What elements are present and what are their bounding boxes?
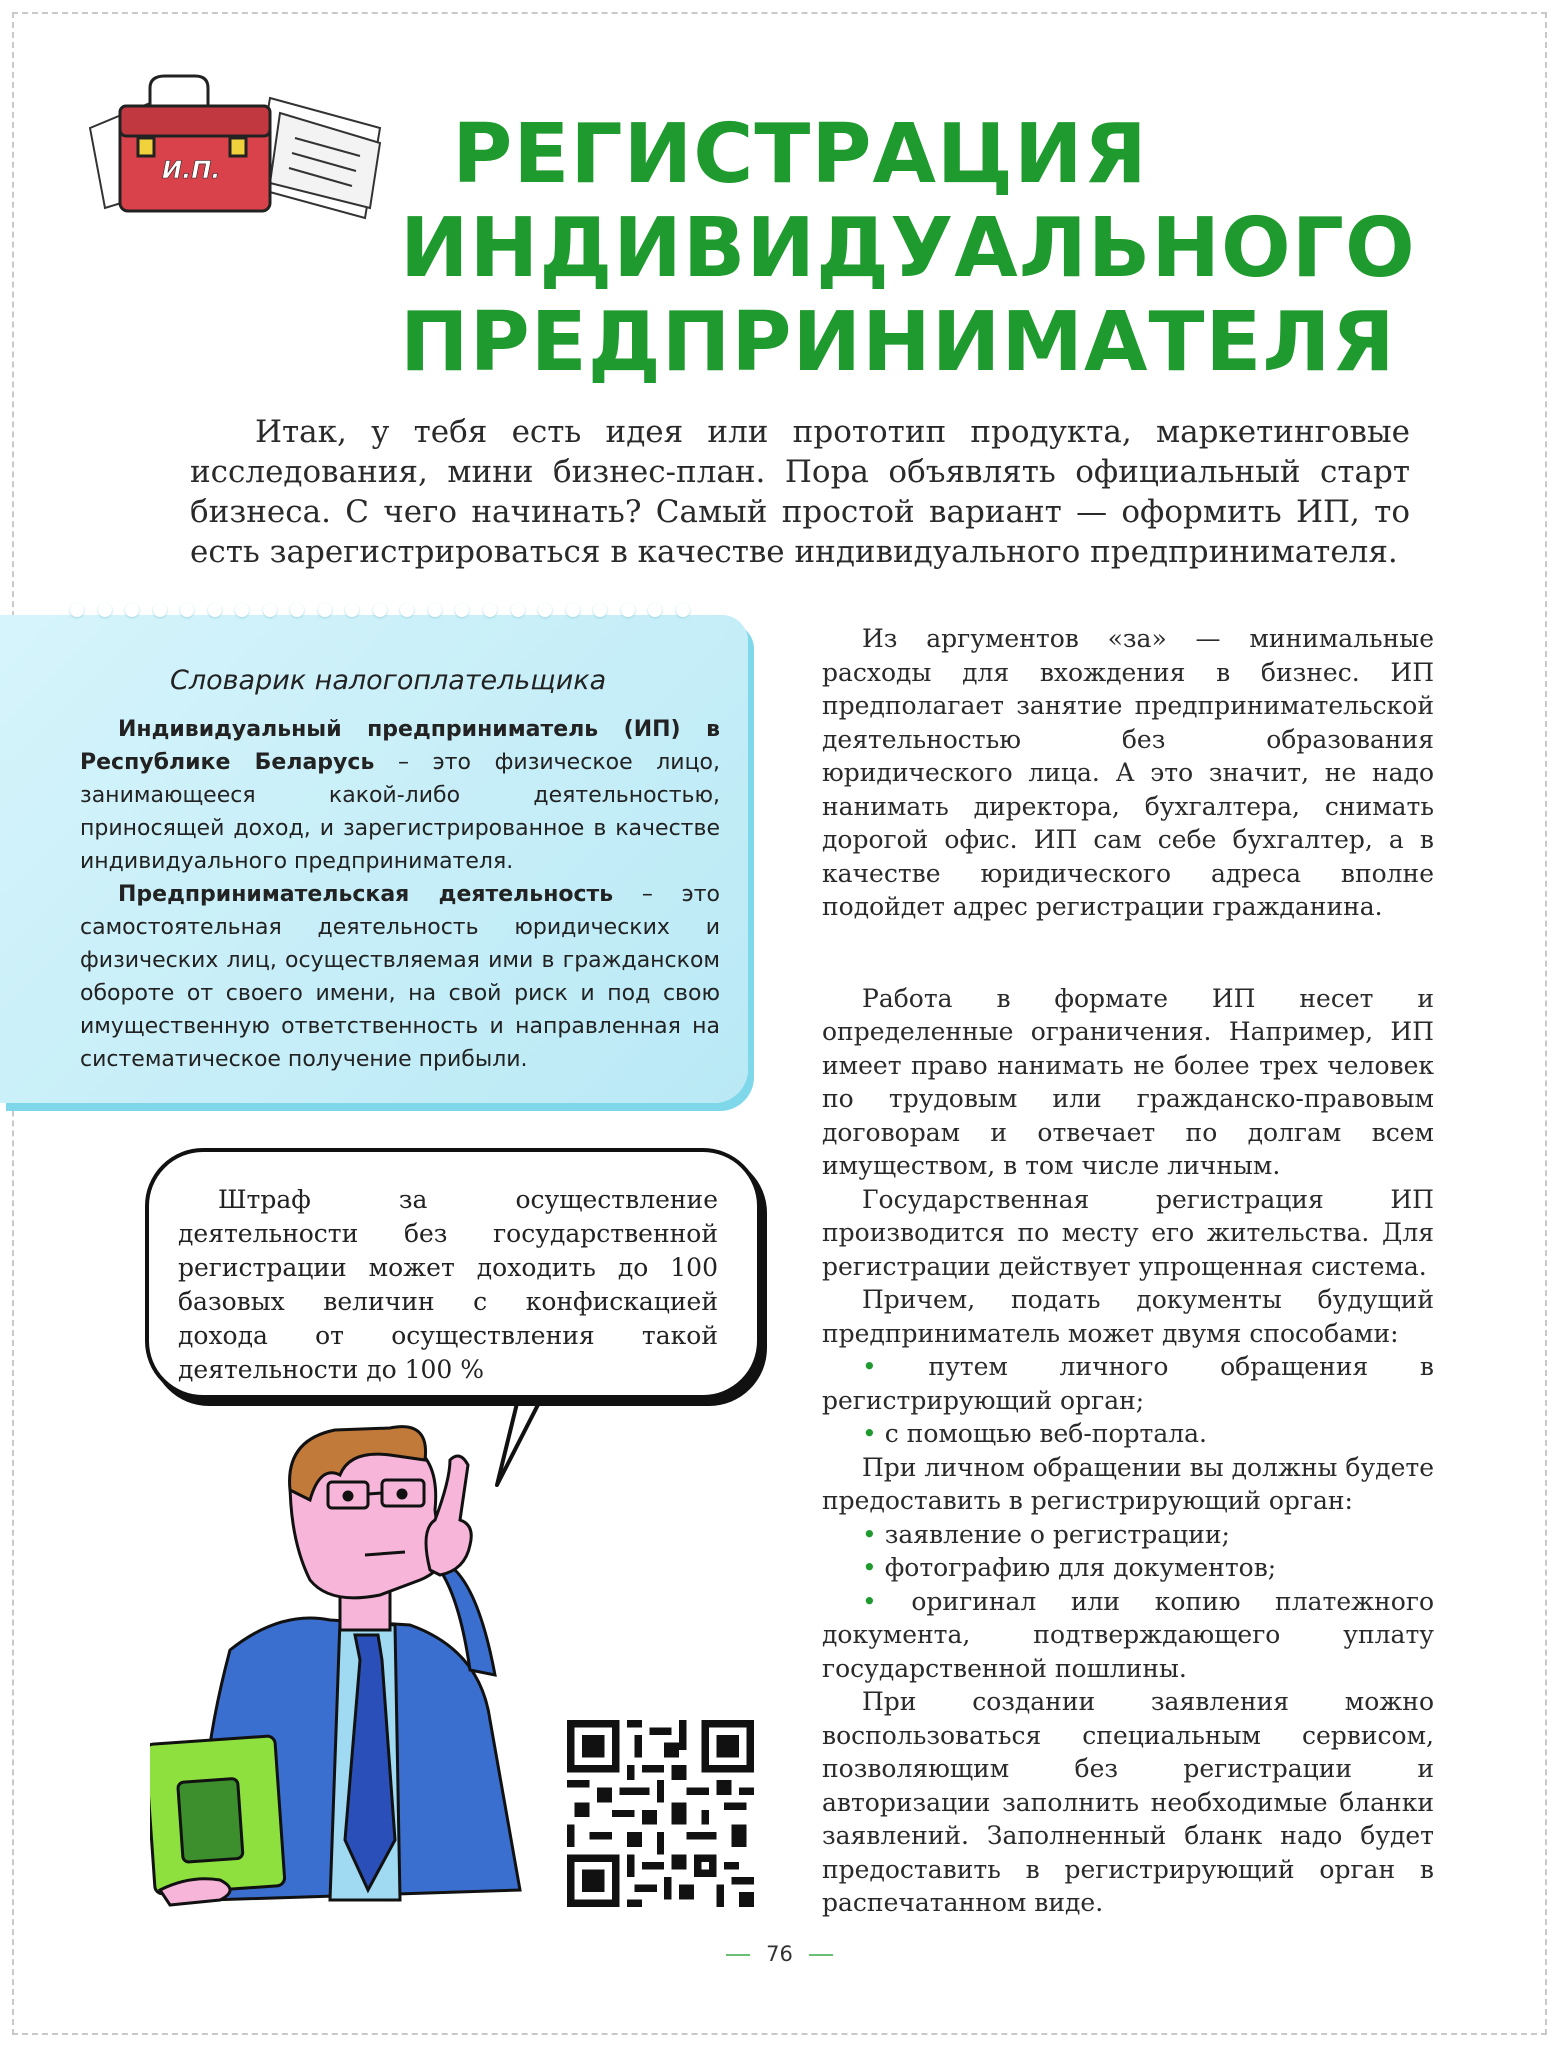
- briefcase-label: И.П.: [162, 156, 221, 184]
- paragraph-online-service: При создании заявления можно воспользоваться специальным сервисом, позволяющим без регистрации и авторизации заполнить необходимые бланки заявлений. Заполненный бланк надо будет предоставить в регистрирующий орган в распечатанном виде.: [822, 1687, 1434, 1917]
- paragraph-limitations: Работа в формате ИП несет и определенные ограничения. Например, ИП имеет право нанимать не более трех человек по трудовым или гражданско-правовым договорам и отвечает по долгам всем имуществом, в том числе личным.: [822, 983, 1434, 1180]
- list-item: • с помощью веб-портала.: [862, 1419, 1207, 1448]
- briefcase-illustration: [80, 68, 400, 238]
- list-item: • заявление о регистрации;: [862, 1519, 1230, 1549]
- right-column: [822, 622, 1434, 1920]
- glossary-body: [80, 713, 720, 1076]
- qr-code: [567, 1720, 754, 1907]
- intro-text: Итак, у тебя есть идея или прототип продукта, маркетинговые исследования, мини бизнес-план. Пора объявлять официальный старт бизнеса. С чего начинать? Самый простой вариант — оформить ИП, то есть зарегистрироваться в качестве индивидуального предпринимателя.: [190, 414, 1410, 570]
- title-line-3: ПРЕДПРИНИМАТЕЛЯ: [400, 295, 1396, 390]
- list-item: • оригинал или копию платежного документа, подтверждающего уплату государственной пошлины.: [822, 1586, 1434, 1683]
- list-item: • путем личного обращения в регистрирующий орган;: [822, 1352, 1434, 1415]
- paragraph-submission-ways: Причем, подать документы будущий предприниматель может двумя способами:: [822, 1285, 1434, 1348]
- intro-paragraph: [190, 412, 1410, 572]
- paragraph-personal-visit: При личном обращении вы должны будете предоставить в регистрирующий орган:: [822, 1452, 1434, 1515]
- glossary-term: Предпринимательская деятельность: [118, 882, 614, 907]
- title-line-2: ИНДИВИДУАЛЬНОГО: [400, 201, 1416, 296]
- glossary-entry: [80, 713, 720, 878]
- glossary-dots: [70, 603, 690, 627]
- page-title: [400, 107, 1416, 390]
- glossary-term: Индивидуальный предприниматель (ИП) в Республике Беларусь: [80, 717, 720, 775]
- paragraph-pros: Из аргументов «за» — минимальные расходы для вхождения в бизнес. ИП предполагает занятие предпринимательской деятельностью без образования юридического лица. А это значит, не надо нанимать директора, бухгалтера, снимать дорогой офис. ИП сам себе бухгалтер, а в качестве юридического адреса вполне подойдет адрес регистрации гражданина.: [822, 624, 1434, 921]
- glossary-entry: [80, 878, 720, 1076]
- glossary-title: Словарик налогоплательщика: [170, 665, 607, 696]
- glossary-definition: – это физическое лицо, занимающееся какой-либо деятельностью, приносящей доход, и зарегистрированное в качестве индивидуального предпринимателя.: [80, 750, 721, 874]
- page-number: [0, 1942, 1559, 1966]
- title-line-1: РЕГИСТРАЦИЯ: [452, 107, 1148, 202]
- list-item: • фотографию для документов;: [862, 1553, 1277, 1582]
- glossary-box: [0, 615, 748, 1103]
- page-number-text: 76: [766, 1942, 793, 1966]
- pointing-man-illustration: [150, 1420, 550, 1920]
- speech-bubble-text: [178, 1183, 718, 1387]
- fine-note: Штраф за осуществление деятельности без государственной регистрации может доходить до 100 базовых величин с конфискацией дохода от осуществления такой деятельности до 100 %: [178, 1185, 718, 1384]
- glossary-definition: – это самостоятельная деятельность юридических и физических лиц, осуществляемая ими в гражданском обороте от своего имени, на свой риск и под свою имущественную ответственность и направленная на систематическое получение прибыли.: [80, 882, 721, 1072]
- paragraph-registration-place: Государственная регистрация ИП производится по месту его жительства. Для регистрации действует упрощенная система.: [822, 1184, 1434, 1281]
